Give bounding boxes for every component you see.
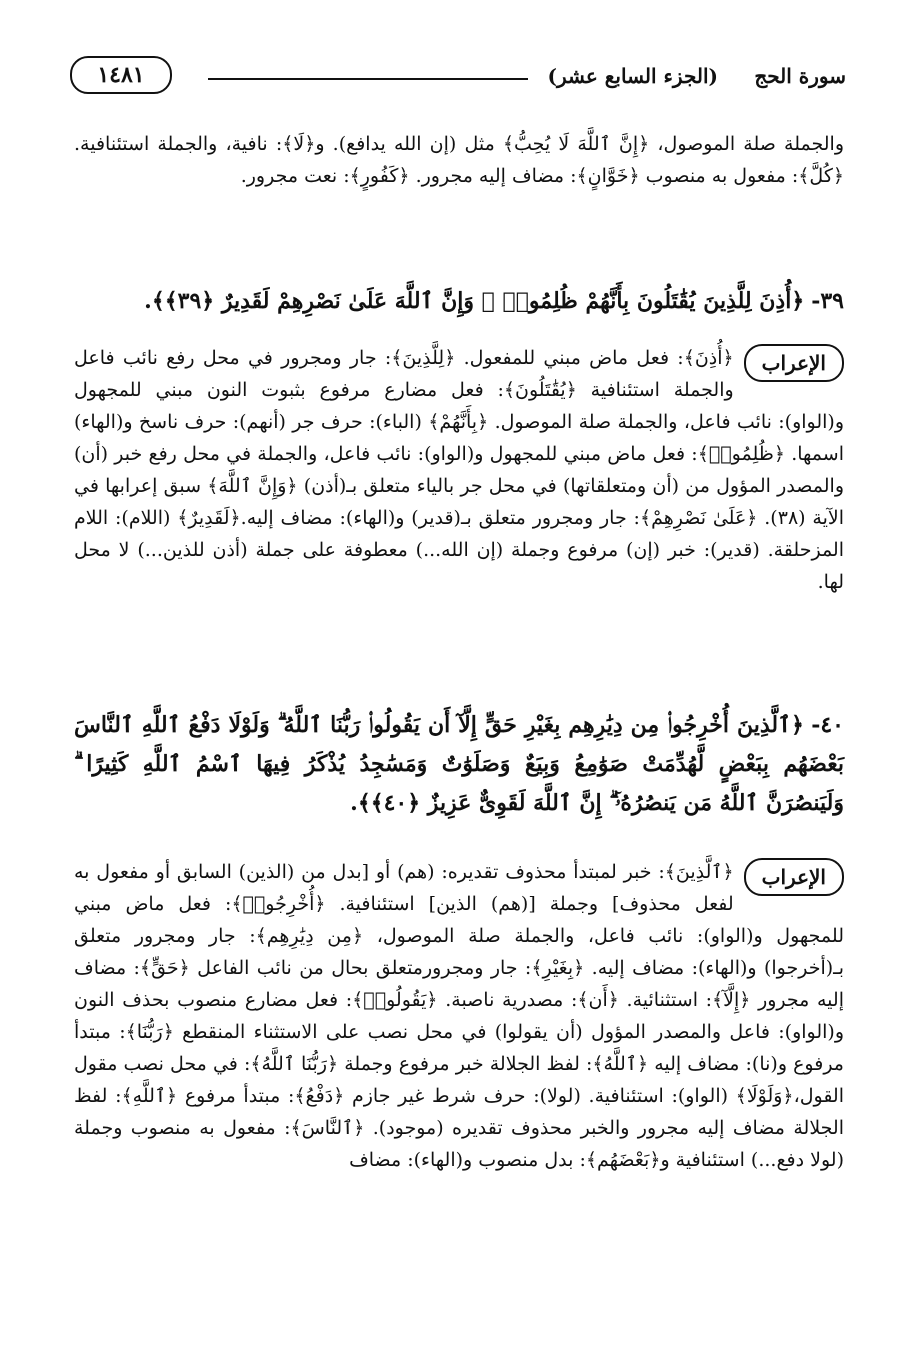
verse-40-text: ﴿ٱلَّذِينَ أُخْرِجُوا۟ مِن دِيَٰرِهِم بِغَيْرِ حَقٍّ إِلَّآ أَن يَقُولُوا۟ رَبُّنَا ٱللَّهُ ۗ وَلَوْلَا دَفْعُ ٱللَّهِ ٱلنَّاسَ بَعْضَهُم بِبَعْضٍ لَّهُدِّمَتْ صَوَٰمِعُ وَبِيَعٌ وَصَلَوَٰتٌ وَمَسَٰجِدُ يُذْكَرُ فِيهَا ٱسْمُ ٱللَّهِ كَثِيرًا ۗ وَلَيَنصُرَنَّ ٱللَّهُ مَن يَنصُرُهُۥٓ ۗ إِنَّ ٱللَّهَ لَقَوِىٌّ عَزِيزٌ ﴿٤٠﴾﴾.	[74, 712, 844, 816]
verse-39-text: ﴿أُذِنَ لِلَّذِينَ يُقَٰتَلُونَ بِأَنَّهُمْ ظُلِمُوا۟ ۚ وَإِنَّ ٱللَّهَ عَلَىٰ نَصْرِهِمْ لَقَدِيرٌ ﴿٣٩﴾﴾.	[144, 288, 805, 314]
juz-title: (الجزء السابع عشر)	[547, 64, 718, 88]
header-rule	[208, 78, 528, 80]
irab-39-section	[74, 342, 844, 598]
page-header	[70, 50, 846, 100]
irab-39-text: ﴿أُذِنَ﴾: فعل ماض مبني للمفعول. ﴿لِلَّذِينَ﴾: جار ومجرور في محل رفع نائب فاعل والجملة استئنافية ﴿يُقَٰتَلُونَ﴾: فعل مضارع مرفوع بثبوت النون مبني للمجهول و(الواو): نائب فاعل، والجملة صلة الموصول. ﴿بِأَنَّهُمْ﴾ (الباء): حرف جر (أنهم): حرف ناسخ و(الهاء) اسمها. ﴿ظُلِمُوا۟﴾: فعل ماض مبني للمجهول و(الواو): نائب فاعل، والجملة في محل رفع خبر (أن) والمصدر المؤول من (أن ومتعلقاتها) في محل جر بالياء متعلق بـ(أذن) ﴿وَإِنَّ ٱللَّهَ﴾ سبق إعرابها في الآية (٣٨). ﴿عَلَىٰ نَصْرِهِمْ﴾: جار ومجرور متعلق بـ(قدير) و(الهاء): مضاف إليه.﴿لَقَدِيرٌ﴾ (اللام): اللام المزحلقة. (قدير): خبر (إن) مرفوع وجملة (إن الله...) معطوفة على جملة (أذن للذين...) لا محل لها.	[74, 347, 844, 593]
page-number: ١٤٨١	[97, 62, 145, 88]
verse-39-number: ٣٩-	[811, 288, 844, 314]
intro-paragraph	[74, 128, 844, 192]
intro-paragraph-text: والجملة صلة الموصول، ﴿إِنَّ ٱللَّهَ لَا يُحِبُّ﴾ مثل (إن الله يدافع). و﴿لَا﴾: نافية، والجملة استئنافية. ﴿كُلَّ﴾: مفعول به منصوب ﴿خَوَّانٍ﴾: مضاف إليه مجرور. ﴿كَفُورٍ﴾: نعت مجرور.	[74, 133, 844, 187]
verse-39	[74, 282, 844, 321]
surah-title: سورة الحج	[754, 64, 846, 88]
irab-40-section	[74, 856, 844, 1176]
verse-40-number: ٤٠-	[811, 712, 844, 738]
irab-label-39: الإعراب	[744, 344, 844, 382]
irab-40-text: ﴿ٱلَّذِينَ﴾: خبر لمبتدأ محذوف تقديره: (هم) أو [بدل من (الذين) السابق أو مفعول به لفعل محذوف] وجملة [(هم) الذين] استئنافية. ﴿أُخْرِجُوا۟﴾: فعل ماض مبني للمجهول و(الواو): نائب فاعل، والجملة صلة الموصول، ﴿مِن دِيَٰرِهِم﴾: جار ومجرور متعلق بـ(أخرجوا) و(الهاء): مضاف إليه. ﴿بِغَيْرِ﴾: جار ومجرورمتعلق بحال من نائب الفاعل ﴿حَقٍّ﴾: مضاف إليه مجرور ﴿إِلَّآ﴾: استثنائية. ﴿أَن﴾: مصدرية ناصبة. ﴿يَقُولُوا۟﴾: فعل مضارع منصوب بحذف النون و(الواو): فاعل والمصدر المؤول (أن يقولوا) في محل نصب على الاستثناء المنقطع ﴿رَبُّنَا﴾: مبتدأ مرفوع و(نا): مضاف إليه ﴿ٱللَّهُ﴾: لفظ الجلالة خبر مرفوع وجملة ﴿رَبُّنَا ٱللَّهُ﴾: في محل نصب مقول القول،﴿وَلَوْلَا﴾ (الواو): استئنافية. (لولا): حرف شرط غير جازم ﴿دَفْعُ﴾: مبتدأ مرفوع ﴿ٱللَّهِ﴾: لفظ الجلالة مضاف إليه مجرور والخبر محذوف تقديره (موجود). ﴿ٱلنَّاسَ﴾: مفعول به منصوب وجملة (لولا دفع...) استئنافية و﴿بَعْضَهُم﴾: بدل منصوب و(الهاء): مضاف	[74, 861, 844, 1171]
irab-label-40: الإعراب	[744, 858, 844, 896]
page-number-badge	[70, 56, 172, 94]
verse-40	[74, 706, 844, 823]
